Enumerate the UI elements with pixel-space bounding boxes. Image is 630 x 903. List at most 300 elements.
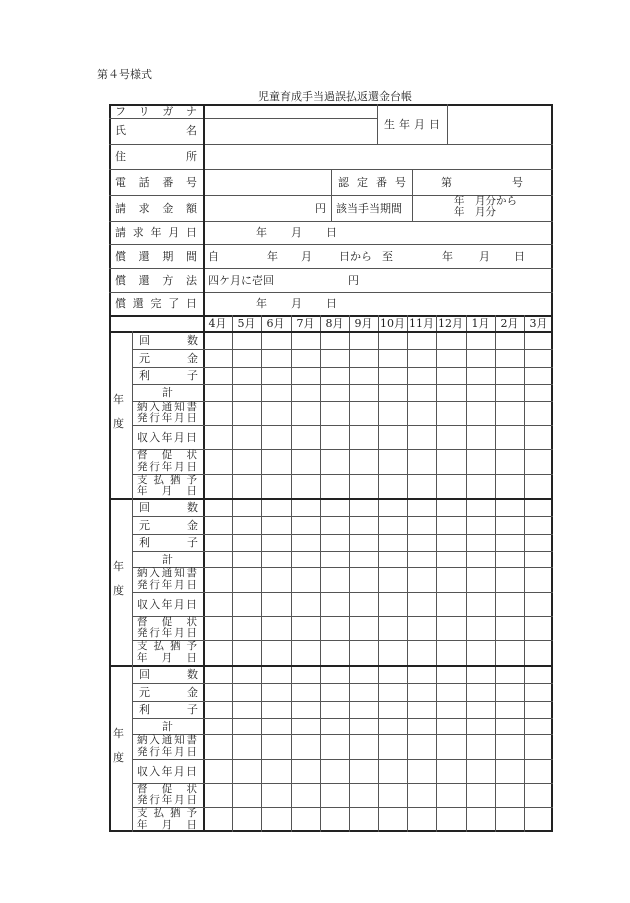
ledger-cell[interactable] bbox=[262, 641, 289, 664]
ledger-cell[interactable] bbox=[321, 568, 348, 591]
ledger-cell[interactable] bbox=[496, 808, 523, 831]
ledger-cell[interactable] bbox=[496, 784, 523, 806]
ledger-cell[interactable] bbox=[379, 426, 406, 448]
ledger-cell[interactable] bbox=[496, 684, 523, 700]
ledger-cell[interactable] bbox=[525, 568, 552, 591]
ledger-cell[interactable] bbox=[467, 535, 494, 550]
ledger-cell[interactable] bbox=[321, 735, 348, 758]
ledger-cell[interactable] bbox=[496, 702, 523, 717]
ledger-cell[interactable] bbox=[408, 552, 435, 566]
phone-input[interactable] bbox=[204, 170, 330, 195]
ledger-cell[interactable] bbox=[467, 808, 494, 831]
ledger-cell[interactable] bbox=[262, 499, 289, 515]
ledger-cell[interactable] bbox=[496, 402, 523, 424]
ledger-cell[interactable] bbox=[525, 402, 552, 424]
ledger-cell[interactable] bbox=[525, 450, 552, 473]
ledger-cell[interactable] bbox=[321, 784, 348, 806]
ledger-cell[interactable] bbox=[350, 385, 377, 400]
ledger-cell[interactable] bbox=[525, 332, 552, 348]
ledger-cell[interactable] bbox=[496, 568, 523, 591]
ledger-cell[interactable] bbox=[467, 568, 494, 591]
ledger-cell[interactable] bbox=[408, 808, 435, 831]
ledger-cell[interactable] bbox=[233, 641, 260, 664]
ledger-cell[interactable] bbox=[437, 332, 464, 348]
ledger-cell[interactable] bbox=[379, 593, 406, 615]
ledger-cell[interactable] bbox=[437, 684, 464, 700]
ledger-cell[interactable] bbox=[350, 350, 377, 366]
ledger-cell[interactable] bbox=[525, 684, 552, 700]
ledger-cell[interactable] bbox=[262, 368, 289, 383]
ledger-cell[interactable] bbox=[204, 808, 231, 831]
ledger-cell[interactable] bbox=[233, 568, 260, 591]
ledger-cell[interactable] bbox=[379, 402, 406, 424]
ledger-cell[interactable] bbox=[321, 552, 348, 566]
ledger-cell[interactable] bbox=[204, 332, 231, 348]
ledger-cell[interactable] bbox=[292, 617, 319, 639]
ledger-cell[interactable] bbox=[408, 568, 435, 591]
ledger-cell[interactable] bbox=[262, 517, 289, 533]
ledger-cell[interactable] bbox=[321, 684, 348, 700]
ledger-cell[interactable] bbox=[321, 666, 348, 682]
ledger-cell[interactable] bbox=[262, 332, 289, 348]
ledger-cell[interactable] bbox=[350, 475, 377, 497]
ledger-cell[interactable] bbox=[496, 499, 523, 515]
ledger-cell[interactable] bbox=[467, 719, 494, 733]
ledger-cell[interactable] bbox=[321, 426, 348, 448]
ledger-cell[interactable] bbox=[408, 719, 435, 733]
ledger-cell[interactable] bbox=[467, 517, 494, 533]
ledger-cell[interactable] bbox=[496, 719, 523, 733]
ledger-cell[interactable] bbox=[408, 426, 435, 448]
ledger-cell[interactable] bbox=[233, 666, 260, 682]
ledger-cell[interactable] bbox=[262, 450, 289, 473]
ledger-cell[interactable] bbox=[262, 402, 289, 424]
ledger-cell[interactable] bbox=[262, 719, 289, 733]
ledger-cell[interactable] bbox=[321, 760, 348, 782]
ledger-cell[interactable] bbox=[350, 368, 377, 383]
ledger-cell[interactable] bbox=[204, 617, 231, 639]
ledger-cell[interactable] bbox=[350, 332, 377, 348]
ledger-cell[interactable] bbox=[204, 784, 231, 806]
ledger-cell[interactable] bbox=[408, 593, 435, 615]
ledger-cell[interactable] bbox=[321, 808, 348, 831]
ledger-cell[interactable] bbox=[204, 535, 231, 550]
ledger-cell[interactable] bbox=[437, 617, 464, 639]
ledger-cell[interactable] bbox=[262, 735, 289, 758]
ledger-cell[interactable] bbox=[350, 641, 377, 664]
ledger-cell[interactable] bbox=[379, 735, 406, 758]
ledger-cell[interactable] bbox=[408, 475, 435, 497]
ledger-cell[interactable] bbox=[321, 617, 348, 639]
ledger-cell[interactable] bbox=[233, 499, 260, 515]
ledger-cell[interactable] bbox=[292, 517, 319, 533]
ledger-cell[interactable] bbox=[525, 719, 552, 733]
ledger-cell[interactable] bbox=[467, 735, 494, 758]
ledger-cell[interactable] bbox=[350, 450, 377, 473]
ledger-cell[interactable] bbox=[233, 350, 260, 366]
ledger-cell[interactable] bbox=[496, 332, 523, 348]
ledger-cell[interactable] bbox=[204, 702, 231, 717]
ledger-cell[interactable] bbox=[350, 402, 377, 424]
ledger-cell[interactable] bbox=[496, 666, 523, 682]
ledger-cell[interactable] bbox=[262, 593, 289, 615]
ledger-cell[interactable] bbox=[467, 426, 494, 448]
ledger-cell[interactable] bbox=[233, 760, 260, 782]
ledger-cell[interactable] bbox=[408, 332, 435, 348]
ledger-cell[interactable] bbox=[321, 450, 348, 473]
ledger-cell[interactable] bbox=[525, 617, 552, 639]
ledger-cell[interactable] bbox=[496, 450, 523, 473]
ledger-cell[interactable] bbox=[408, 684, 435, 700]
ledger-cell[interactable] bbox=[233, 402, 260, 424]
ledger-cell[interactable] bbox=[496, 552, 523, 566]
ledger-cell[interactable] bbox=[379, 568, 406, 591]
ledger-cell[interactable] bbox=[496, 350, 523, 366]
ledger-cell[interactable] bbox=[379, 617, 406, 639]
furigana-input[interactable] bbox=[204, 105, 376, 118]
ledger-cell[interactable] bbox=[204, 450, 231, 473]
ledger-cell[interactable] bbox=[321, 719, 348, 733]
ledger-cell[interactable] bbox=[525, 475, 552, 497]
ledger-cell[interactable] bbox=[496, 617, 523, 639]
ledger-cell[interactable] bbox=[204, 666, 231, 682]
cert-number-label-char: 号 bbox=[395, 176, 406, 189]
ledger-cell[interactable] bbox=[467, 450, 494, 473]
ledger-cell[interactable] bbox=[233, 702, 260, 717]
ledger-cell[interactable] bbox=[292, 475, 319, 497]
row-label-7-line2-char bbox=[174, 486, 185, 497]
ledger-cell[interactable] bbox=[525, 517, 552, 533]
ledger-cell[interactable] bbox=[525, 385, 552, 400]
ledger-cell[interactable] bbox=[467, 385, 494, 400]
ledger-cell[interactable] bbox=[262, 684, 289, 700]
ledger-cell[interactable] bbox=[204, 568, 231, 591]
birthdate-input[interactable] bbox=[448, 105, 552, 144]
ledger-cell[interactable] bbox=[496, 517, 523, 533]
ledger-cell[interactable] bbox=[437, 641, 464, 664]
ledger-cell[interactable] bbox=[350, 666, 377, 682]
ledger-cell[interactable] bbox=[437, 593, 464, 615]
ledger-cell[interactable] bbox=[292, 385, 319, 400]
ledger-cell[interactable] bbox=[467, 702, 494, 717]
ledger-cell[interactable] bbox=[204, 475, 231, 497]
ledger-cell[interactable] bbox=[437, 402, 464, 424]
ledger-cell[interactable] bbox=[262, 568, 289, 591]
ledger-cell[interactable] bbox=[379, 517, 406, 533]
ledger-cell[interactable] bbox=[262, 666, 289, 682]
ledger-cell[interactable] bbox=[321, 402, 348, 424]
ledger-cell[interactable] bbox=[262, 760, 289, 782]
ledger-cell[interactable] bbox=[292, 552, 319, 566]
ledger-cell[interactable] bbox=[467, 617, 494, 639]
ledger-cell[interactable] bbox=[262, 617, 289, 639]
ledger-cell[interactable] bbox=[321, 517, 348, 533]
ledger-cell[interactable] bbox=[292, 666, 319, 682]
ledger-cell[interactable] bbox=[496, 535, 523, 550]
ledger-cell[interactable] bbox=[408, 385, 435, 400]
ledger-cell[interactable] bbox=[233, 719, 260, 733]
ledger-cell[interactable] bbox=[437, 666, 464, 682]
ledger-cell[interactable] bbox=[321, 475, 348, 497]
ledger-cell[interactable] bbox=[204, 499, 231, 515]
ledger-cell[interactable] bbox=[496, 368, 523, 383]
ledger-cell[interactable] bbox=[292, 719, 319, 733]
ledger-cell[interactable] bbox=[233, 385, 260, 400]
ledger-cell[interactable] bbox=[496, 735, 523, 758]
ledger-cell[interactable] bbox=[467, 760, 494, 782]
ledger-cell[interactable] bbox=[467, 641, 494, 664]
ledger-cell[interactable] bbox=[379, 808, 406, 831]
ledger-cell[interactable] bbox=[437, 426, 464, 448]
ledger-cell[interactable] bbox=[408, 617, 435, 639]
ledger-cell[interactable] bbox=[350, 593, 377, 615]
ledger-cell[interactable] bbox=[350, 808, 377, 831]
ledger-cell[interactable] bbox=[379, 350, 406, 366]
ledger-cell[interactable] bbox=[233, 617, 260, 639]
ledger-cell[interactable] bbox=[437, 475, 464, 497]
ledger-cell[interactable] bbox=[292, 593, 319, 615]
ledger-cell[interactable] bbox=[379, 499, 406, 515]
ledger-cell[interactable] bbox=[350, 617, 377, 639]
ledger-cell[interactable] bbox=[437, 350, 464, 366]
ledger-cell[interactable] bbox=[292, 368, 319, 383]
ledger-cell[interactable] bbox=[525, 499, 552, 515]
ledger-cell[interactable] bbox=[437, 368, 464, 383]
ledger-cell[interactable] bbox=[408, 666, 435, 682]
ledger-cell[interactable] bbox=[437, 499, 464, 515]
ledger-cell[interactable] bbox=[437, 385, 464, 400]
ledger-cell[interactable] bbox=[321, 368, 348, 383]
ledger-cell[interactable] bbox=[408, 368, 435, 383]
ledger-cell[interactable] bbox=[233, 332, 260, 348]
ledger-cell[interactable] bbox=[379, 385, 406, 400]
ledger-cell[interactable] bbox=[379, 784, 406, 806]
ledger-cell[interactable] bbox=[525, 641, 552, 664]
row-label-4-line2-char: 発 bbox=[137, 579, 148, 591]
ledger-cell[interactable] bbox=[379, 450, 406, 473]
ledger-cell[interactable] bbox=[467, 552, 494, 566]
ledger-cell[interactable] bbox=[350, 684, 377, 700]
ledger-cell[interactable] bbox=[408, 784, 435, 806]
ledger-cell[interactable] bbox=[233, 426, 260, 448]
ledger-cell[interactable] bbox=[467, 368, 494, 383]
ledger-cell[interactable] bbox=[262, 552, 289, 566]
ledger-cell[interactable] bbox=[292, 426, 319, 448]
cert-number-input[interactable] bbox=[413, 170, 552, 195]
ledger-cell[interactable] bbox=[204, 402, 231, 424]
ledger-cell[interactable] bbox=[437, 517, 464, 533]
ledger-cell[interactable] bbox=[292, 735, 319, 758]
ledger-cell[interactable] bbox=[379, 760, 406, 782]
ledger-cell[interactable] bbox=[233, 784, 260, 806]
ledger-cell[interactable] bbox=[292, 784, 319, 806]
ledger-cell[interactable] bbox=[525, 535, 552, 550]
ledger-cell[interactable] bbox=[204, 593, 231, 615]
ledger-cell[interactable] bbox=[525, 593, 552, 615]
ledger-cell[interactable] bbox=[204, 641, 231, 664]
ledger-cell[interactable] bbox=[467, 350, 494, 366]
ledger-cell[interactable] bbox=[321, 593, 348, 615]
ledger-cell[interactable] bbox=[292, 808, 319, 831]
ledger-cell[interactable] bbox=[467, 666, 494, 682]
ledger-cell[interactable] bbox=[350, 784, 377, 806]
ledger-cell[interactable] bbox=[292, 499, 319, 515]
ledger-cell[interactable] bbox=[437, 702, 464, 717]
ledger-cell[interactable] bbox=[233, 517, 260, 533]
ledger-cell[interactable] bbox=[496, 593, 523, 615]
ledger-cell[interactable] bbox=[204, 350, 231, 366]
ledger-cell[interactable] bbox=[350, 517, 377, 533]
ledger-cell[interactable] bbox=[292, 350, 319, 366]
ledger-cell[interactable] bbox=[408, 517, 435, 533]
ledger-cell[interactable] bbox=[204, 552, 231, 566]
ledger-cell[interactable] bbox=[379, 666, 406, 682]
ledger-cell[interactable] bbox=[321, 385, 348, 400]
ledger-cell[interactable] bbox=[350, 552, 377, 566]
address-input[interactable] bbox=[204, 145, 552, 169]
ledger-cell[interactable] bbox=[437, 808, 464, 831]
ledger-cell[interactable] bbox=[262, 475, 289, 497]
ledger-cell[interactable] bbox=[496, 475, 523, 497]
ledger-cell[interactable] bbox=[496, 760, 523, 782]
ledger-cell[interactable] bbox=[437, 719, 464, 733]
ledger-cell[interactable] bbox=[204, 735, 231, 758]
ledger-cell[interactable] bbox=[379, 552, 406, 566]
ledger-cell[interactable] bbox=[525, 784, 552, 806]
ledger-cell[interactable] bbox=[437, 568, 464, 591]
ledger-cell[interactable] bbox=[262, 535, 289, 550]
ledger-cell[interactable] bbox=[321, 702, 348, 717]
ledger-cell[interactable] bbox=[525, 666, 552, 682]
ledger-cell[interactable] bbox=[233, 808, 260, 831]
ledger-cell[interactable] bbox=[379, 475, 406, 497]
ledger-cell[interactable] bbox=[467, 499, 494, 515]
ledger-cell[interactable] bbox=[437, 760, 464, 782]
ledger-cell[interactable] bbox=[525, 368, 552, 383]
ledger-cell[interactable] bbox=[467, 784, 494, 806]
ledger-cell[interactable] bbox=[437, 735, 464, 758]
ledger-cell[interactable] bbox=[204, 385, 231, 400]
ledger-cell[interactable] bbox=[467, 475, 494, 497]
ledger-cell[interactable] bbox=[350, 499, 377, 515]
ledger-cell[interactable] bbox=[204, 426, 231, 448]
ledger-cell[interactable] bbox=[467, 684, 494, 700]
ledger-cell[interactable] bbox=[262, 784, 289, 806]
ledger-cell[interactable] bbox=[292, 684, 319, 700]
ledger-cell[interactable] bbox=[525, 426, 552, 448]
ledger-cell[interactable] bbox=[350, 535, 377, 550]
ledger-cell[interactable] bbox=[233, 450, 260, 473]
ledger-cell[interactable] bbox=[525, 735, 552, 758]
ledger-cell[interactable] bbox=[292, 402, 319, 424]
ledger-cell[interactable] bbox=[233, 593, 260, 615]
ledger-cell[interactable] bbox=[233, 552, 260, 566]
ledger-cell[interactable] bbox=[262, 350, 289, 366]
ledger-cell[interactable] bbox=[321, 535, 348, 550]
ledger-cell[interactable] bbox=[496, 385, 523, 400]
ledger-cell[interactable] bbox=[408, 702, 435, 717]
ledger-cell[interactable] bbox=[408, 641, 435, 664]
claim-amount-input[interactable] bbox=[204, 196, 312, 221]
ledger-cell[interactable] bbox=[292, 568, 319, 591]
ledger-cell[interactable] bbox=[262, 808, 289, 831]
ledger-cell[interactable] bbox=[437, 552, 464, 566]
ledger-cell[interactable] bbox=[525, 350, 552, 366]
ledger-cell[interactable] bbox=[233, 368, 260, 383]
ledger-cell[interactable] bbox=[408, 535, 435, 550]
ledger-cell[interactable] bbox=[204, 719, 231, 733]
ledger-cell[interactable] bbox=[379, 719, 406, 733]
ledger-cell[interactable] bbox=[437, 450, 464, 473]
ledger-cell[interactable] bbox=[379, 641, 406, 664]
ledger-cell[interactable] bbox=[350, 735, 377, 758]
ledger-cell[interactable] bbox=[321, 641, 348, 664]
ledger-cell[interactable] bbox=[292, 332, 319, 348]
ledger-cell[interactable] bbox=[467, 332, 494, 348]
ledger-cell[interactable] bbox=[525, 808, 552, 831]
ledger-cell[interactable] bbox=[292, 760, 319, 782]
ledger-cell[interactable] bbox=[292, 535, 319, 550]
ledger-cell[interactable] bbox=[204, 517, 231, 533]
ledger-cell[interactable] bbox=[379, 684, 406, 700]
ledger-cell[interactable] bbox=[204, 684, 231, 700]
ledger-cell[interactable] bbox=[350, 760, 377, 782]
ledger-cell[interactable] bbox=[496, 641, 523, 664]
ledger-cell[interactable] bbox=[379, 368, 406, 383]
ledger-cell[interactable] bbox=[204, 760, 231, 782]
ledger-cell[interactable] bbox=[379, 535, 406, 550]
ledger-cell[interactable] bbox=[321, 499, 348, 515]
ledger-cell[interactable] bbox=[233, 735, 260, 758]
ledger-cell[interactable] bbox=[350, 426, 377, 448]
ledger-cell[interactable] bbox=[467, 402, 494, 424]
ledger-cell[interactable] bbox=[262, 426, 289, 448]
ledger-cell[interactable] bbox=[233, 535, 260, 550]
ledger-cell[interactable] bbox=[408, 499, 435, 515]
repay-method-label-char: 法 bbox=[185, 274, 197, 287]
ledger-cell[interactable] bbox=[321, 350, 348, 366]
ledger-cell[interactable] bbox=[408, 450, 435, 473]
ledger-cell[interactable] bbox=[204, 368, 231, 383]
ledger-cell[interactable] bbox=[350, 568, 377, 591]
claim-date-year: 年 bbox=[256, 226, 267, 239]
ledger-cell[interactable] bbox=[408, 402, 435, 424]
ledger-cell[interactable] bbox=[496, 426, 523, 448]
ledger-cell[interactable] bbox=[525, 760, 552, 782]
ledger-cell[interactable] bbox=[292, 450, 319, 473]
ledger-cell[interactable] bbox=[321, 332, 348, 348]
ledger-cell[interactable] bbox=[350, 719, 377, 733]
ledger-cell[interactable] bbox=[408, 760, 435, 782]
name-input[interactable] bbox=[204, 119, 376, 144]
ledger-cell[interactable] bbox=[525, 552, 552, 566]
ledger-cell[interactable] bbox=[379, 702, 406, 717]
ledger-cell[interactable] bbox=[437, 784, 464, 806]
ledger-cell[interactable] bbox=[379, 332, 406, 348]
ledger-cell[interactable] bbox=[292, 641, 319, 664]
ledger-cell[interactable] bbox=[233, 475, 260, 497]
ledger-cell[interactable] bbox=[262, 385, 289, 400]
ledger-cell[interactable] bbox=[437, 535, 464, 550]
ledger-cell[interactable] bbox=[262, 702, 289, 717]
ledger-cell[interactable] bbox=[525, 702, 552, 717]
ledger-cell[interactable] bbox=[408, 735, 435, 758]
ledger-cell[interactable] bbox=[408, 350, 435, 366]
ledger-cell[interactable] bbox=[467, 593, 494, 615]
ledger-cell[interactable] bbox=[350, 702, 377, 717]
ledger-cell[interactable] bbox=[292, 702, 319, 717]
ledger-cell[interactable] bbox=[233, 684, 260, 700]
